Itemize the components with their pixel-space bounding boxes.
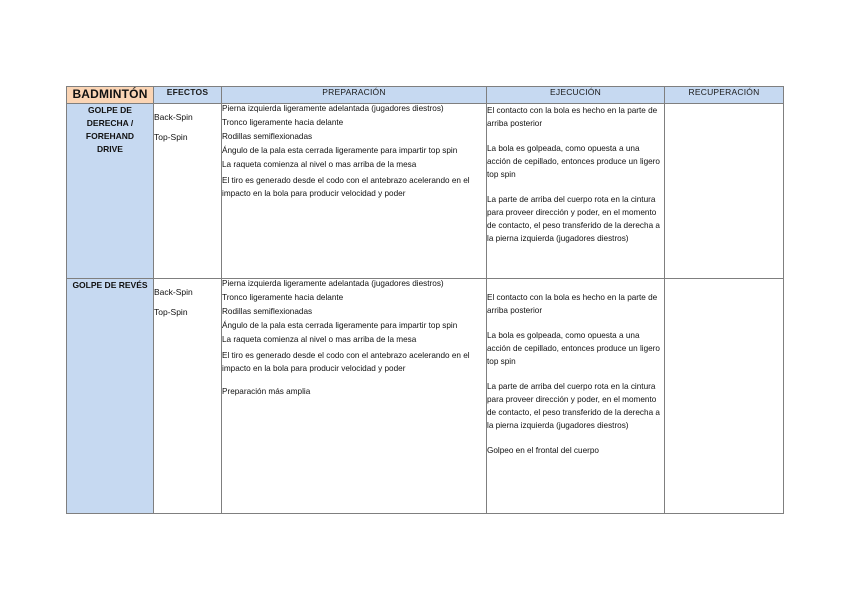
badminton-technique-table [66, 86, 784, 514]
prep-item: La raqueta comienza al nivel o mas arriba de la mesa [222, 160, 417, 169]
ejec-item: El contacto con la bola es hecho en la parte de arriba posterior [487, 106, 658, 128]
ejec-item: La bola es golpeada, como opuesta a una acción de cepillado, entonces produce un ligero top spin [487, 331, 660, 366]
header-preparacion: PREPARACIÓN [222, 87, 487, 104]
prep-item: El tiro es generado desde el codo con el antebrazo acelerando en el impacto en la bola para producir velocidad y poder [222, 351, 470, 373]
ejec-item: El contacto con la bola es hecho en la parte de arriba posterior [487, 293, 658, 315]
efectos-cell [154, 104, 222, 279]
recuperacion-cell [665, 104, 784, 279]
prep-item: Pierna izquierda ligeramente adelantada (jugadores diestros) [222, 104, 444, 113]
prep-item: Ángulo de la pala esta cerrada ligeramente para impartir top spin [222, 321, 458, 330]
efecto-top-spin: Top-Spin [154, 132, 188, 142]
prep-item: Rodillas semiflexionadas [222, 132, 313, 141]
efecto-back-spin: Back-Spin [154, 112, 193, 122]
ejecucion-cell [487, 104, 665, 279]
prep-item: Tronco ligeramente hacia delante [222, 118, 344, 127]
prep-item: La raqueta comienza al nivel o mas arriba de la mesa [222, 335, 417, 344]
prep-item: Tronco ligeramente hacia delante [222, 293, 344, 302]
prep-item: Rodillas semiflexionadas [222, 307, 313, 316]
ejec-item: La parte de arriba del cuerpo rota en la cintura para proveer dirección y poder, en el momento de contacto, el peso transferido de la derecha a la pierna izquierda (jugadores diestros) [487, 382, 660, 430]
prep-item: Ángulo de la pala esta cerrada ligeramente para impartir top spin [222, 146, 458, 155]
header-recuperacion: RECUPERACIÓN [665, 87, 784, 104]
prep-item: El tiro es generado desde el codo con el antebrazo acelerando en el impacto en la bola para producir velocidad y poder [222, 176, 470, 198]
header-badminton: BADMINTÓN [67, 87, 154, 104]
prep-item: Pierna izquierda ligeramente adelantada (jugadores diestros) [222, 279, 444, 288]
header-efectos: EFECTOS [154, 87, 222, 104]
ejec-item: La parte de arriba del cuerpo rota en la cintura para proveer dirección y poder, en el momento de contacto, el peso transferido de la derecha a la pierna izquierda (jugadores diestros) [487, 195, 660, 243]
ejec-item: Golpeo en el frontal del cuerpo [487, 446, 599, 455]
efectos-cell [154, 279, 222, 514]
prep-item: Preparación más amplia [222, 387, 311, 396]
recuperacion-cell [665, 279, 784, 514]
row-label-line: GOLPE DE REVÉS [72, 280, 148, 290]
table-header-row [67, 87, 784, 104]
table-row [67, 104, 784, 279]
efecto-back-spin: Back-Spin [154, 287, 193, 297]
row-label-line: GOLPE DE [88, 105, 132, 115]
ejecucion-cell [487, 279, 665, 514]
ejec-item: La bola es golpeada, como opuesta a una acción de cepillado, entonces produce un ligero top spin [487, 144, 660, 179]
table-row [67, 279, 784, 514]
preparacion-cell [222, 104, 487, 279]
efecto-top-spin: Top-Spin [154, 307, 188, 317]
row-label-line: FOREHAND [85, 131, 135, 141]
row-label-forehand [67, 104, 154, 279]
row-label-line: DERECHA / [86, 118, 134, 128]
preparacion-cell [222, 279, 487, 514]
row-label-reves [67, 279, 154, 514]
row-label-line: DRIVE [97, 144, 123, 154]
header-ejecucion: EJECUCIÓN [487, 87, 665, 104]
